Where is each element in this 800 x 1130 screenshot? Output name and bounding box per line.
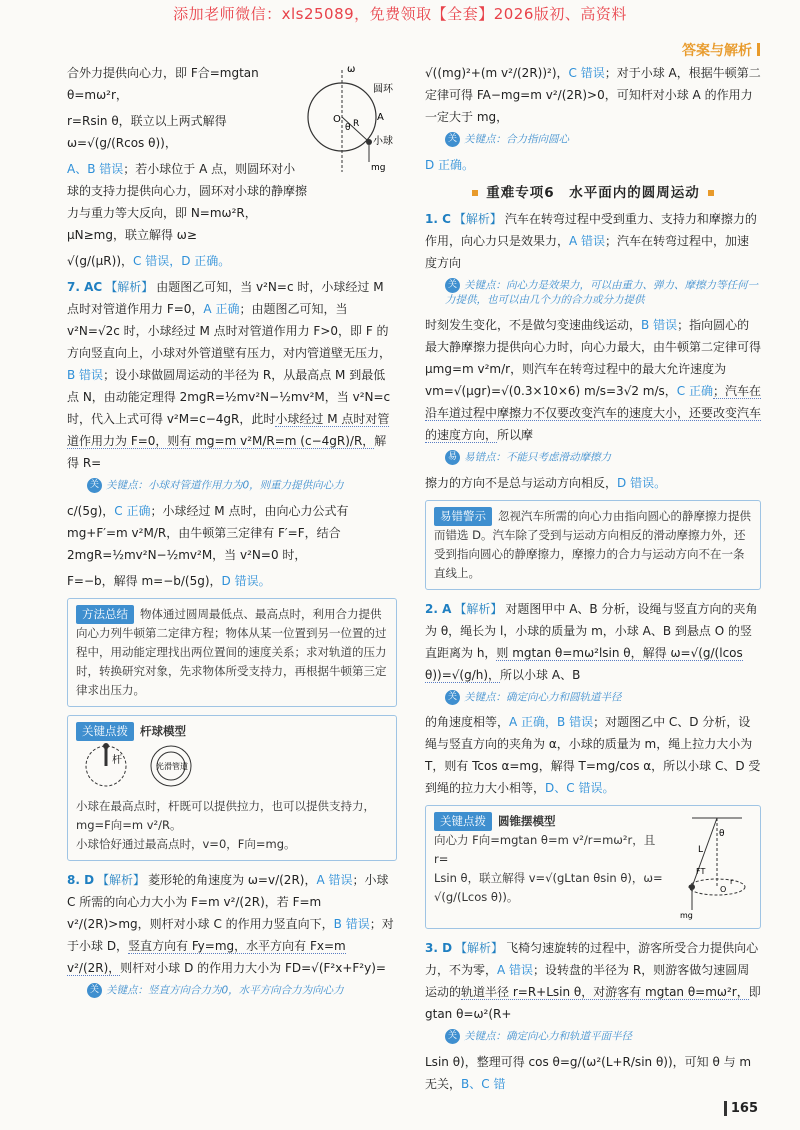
header-bar bbox=[757, 43, 760, 56]
key-tip-title: 关键点拨 bbox=[76, 722, 134, 741]
pipe-label: 光滑管道 bbox=[156, 761, 188, 771]
key-tip-text3: 小球恰好通过最高点时，v=0，F向=mg。 bbox=[76, 836, 296, 851]
q1-p3: 擦力的方向不是总与运动方向相反，D 错误。 bbox=[425, 475, 667, 490]
q6-tail bbox=[67, 62, 397, 250]
q2-answer: 2. A 【解析】 对题图甲中 A、B 分析，设绳与竖直方向的夹角为 θ，绳长为 l，小球的质量为 m，小球 A、B 到悬点 O 的竖直距离为 h，则 mgtan θ=mω²lsin θ，解得 ω=√(g/(lcos θ))=√(g/h)，所以小球 A、B bbox=[425, 601, 758, 682]
rod-label: 杆 bbox=[112, 754, 122, 766]
q8-conclusion: D 正确。 bbox=[425, 157, 475, 172]
ball-label: 小球 bbox=[373, 136, 393, 147]
key-tip-subtitle-2: 圆锥摆模型 bbox=[498, 814, 556, 828]
q8-keypoint: 关 关键点：竖直方向合力为0，水平方向合力为向心力 bbox=[87, 983, 397, 999]
mg2-label: mg bbox=[680, 911, 693, 920]
key-tip-box-2 bbox=[425, 805, 761, 929]
q1-keypoint: 关 关键点：向心力是效果力，可以由重力、弹力、摩擦力等任何一力提供，也可以由几个力的合力或分力提供 bbox=[445, 279, 758, 306]
q2-p3: 的角速度相等，A 正确，B 错误；对题图乙中 C、D 分析，设绳与竖直方向的夹角为 α，小球的质量为 m，绳上拉力大小为 T，则有 Tcos α=mg，解得 T=mg/cos α，所以小球 C、D 受到绳的拉力大小相等，D、C 错误。 bbox=[425, 715, 761, 795]
q7-answer: 7. AC 【解析】 由题图乙可知，当 v²N=c 时，小球经过 M 点时对管道作用力 F=0，A 正确；由题图乙可知，当 v²N=√2c 时，小球经过 M 点时对管道作用力 F>0，即 F 的方向竖直向上，小球对外管道壁有压力，对内管道壁无压力，B 错误；设小球做圆周运动的半径为 R，从最高点 M 到最低点 N，由动能定理得 2mgR=½mv²N−½mv²M，当 v²N=c 时，代入上式可得 v²M=c−4gR，此时小球经过 M 点时对管道作用力为 F=0，则有 mg=m v²M/R=m (c−4gR)/R，解得 R= bbox=[67, 280, 392, 470]
q1-p2: 时刻发生变化，不是做匀变速曲线运动，B 错误；指向圆心的最大静摩擦力提供向心力时，向心力最大，由牛顿第二定律可得 μmg=m v²m/r，则汽车在转弯过程中的最大允许速度为 vm=√(μgr)=√(0.3×10×6) m/s=3√2 m/s，C 正确；汽车在沿车道过程中摩擦力不仅要改变汽车的速度大小，还要改变汽车的速度方向，所以摩 bbox=[425, 318, 762, 442]
ft-label: FT bbox=[696, 867, 706, 876]
theta2-label: θ bbox=[719, 829, 725, 839]
warning-box bbox=[425, 500, 761, 590]
header-title: 答案与解析 bbox=[682, 40, 760, 60]
key-tip2-text3: √(g/(Lcos θ))。 bbox=[434, 890, 519, 904]
q7-keypoint: 关 关键点：小球对管道作用力为0，则重力提供向心力 bbox=[87, 478, 397, 494]
q6-p3: A、B 错误；若小球位于 A 点，则圆环对小球的支持力提供向心力，圆环对小球的静摩擦力与重力等大反向，即 N=mω²R，μN≥mg，联立解得 ω≥ bbox=[67, 162, 308, 242]
left-column bbox=[67, 62, 397, 1004]
ring-figure bbox=[307, 62, 397, 182]
key-tip2-text1: 向心力 F向=mgtan θ=m v²/r=mω²r，且 r= bbox=[434, 833, 656, 866]
method-summary-text: 物体通过圆周最低点、最高点时，利用合力提供向心力列牛顿第二定律方程；物体从某一位置到另一位置的过程中，用动能定理找出两位置间的速度关系；求对轨道的压力时，转换研究对象，先求物体所受支持力，再根据牛顿第三定律求出压力。 bbox=[76, 606, 387, 697]
theta-label: θ bbox=[345, 123, 351, 133]
key-tip-title-2: 关键点拨 bbox=[434, 812, 492, 831]
q7-p2: c/(5g)，C 正确；小球经过 M 点时，由向心力公式有 mg+F′=m v²M/R，由牛顿第三定律有 F′=F，结合 2mgR=½mv²N−½mv²M，当 v²N=0 时， bbox=[67, 503, 349, 562]
key-tip-box bbox=[67, 715, 397, 861]
q3-keypoint: 关 关键点：确定向心力和轨道平面半径 bbox=[445, 1029, 761, 1045]
q8-answer: 8. D 【解析】 菱形轮的角速度为 ω=v/(2R)，A 错误；小球 C 所需的向心力大小为 F=m v²/(2R)，若 F=m v²/(2R)>mg，则杆对小球 C 的作用力竖直向下，B 错误；对于小球 D，竖直方向有 Fy=mg，水平方向有 Fx=m v²/(2R)，则杆对小球 D 的作用力大小为 FD=√(F²x+F²y)= bbox=[67, 872, 394, 975]
conical-pendulum-figure bbox=[672, 812, 752, 922]
key-tip-text1: 小球在最高点时，杆既可以提供拉力，也可以提供支持力， bbox=[76, 798, 375, 813]
q7-p3: F=−b，解得 m=−b/(5g)，D 错误。 bbox=[67, 573, 271, 588]
q8-keypoint-2: 关 关键点：合力指向圆心 bbox=[445, 132, 761, 148]
q6-p4: √(g/(μR))，C 错误，D 正确。 bbox=[67, 254, 231, 268]
top-banner: 添加老师微信：xls25089，免费领取【全套】2026版初、高资料 bbox=[173, 5, 627, 23]
q3-p2: Lsin θ)，整理可得 cos θ=g/(ω²(L+R/sin θ))，可知 θ 与 m 无关，B、C 错 bbox=[425, 1054, 752, 1091]
omega-label: ω bbox=[347, 64, 356, 75]
q2-keypoint: 关 关键点：确定向心力和圆轨道半径 bbox=[445, 690, 761, 706]
page-number: 165 bbox=[724, 1101, 758, 1116]
warning-title: 易错警示 bbox=[434, 507, 492, 526]
mg-label: mg bbox=[371, 163, 386, 173]
q1-answer: 1. C 【解析】 汽车在转弯过程中受到重力、支持力和摩擦力的作用，向心力只是效果力，A 错误；汽车在转弯过程中，加速度方向 bbox=[425, 211, 757, 270]
r-label: R bbox=[353, 119, 360, 129]
r2-label: r bbox=[730, 877, 734, 886]
q6-p2: r=Rsin θ，联立以上两式解得 ω=√(g/(Rcos θ))， bbox=[67, 114, 227, 150]
q6-p1: 合外力提供向心力，即 F合=mgtan θ=mω²r， bbox=[67, 66, 259, 102]
method-summary-title: 方法总结 bbox=[76, 605, 134, 624]
o-label: O bbox=[333, 114, 341, 125]
q8-continued: √((mg)²+(m v²/(2R))²)，C 错误；对于小球 A，根据牛顿第二定律可得 FA−mg=m v²/(2R)>0，可知杆对小球 A 的作用力一定大于 mg， bbox=[425, 66, 761, 124]
key-tip-subtitle: 杆球模型 bbox=[140, 723, 186, 738]
method-summary-box bbox=[67, 598, 397, 707]
section-title: 重难专项6 水平面内的圆周运动 bbox=[425, 182, 761, 204]
a-label: A bbox=[377, 112, 384, 123]
o2-label: O bbox=[720, 885, 727, 894]
ring-label: 圆环 bbox=[373, 84, 393, 95]
rod-model-figure bbox=[76, 741, 226, 791]
key-tip-text2: mg=F向=m v²/R。 bbox=[76, 817, 182, 832]
key-tip2-text2: Lsin θ，联立解得 v=√(gLtan θsin θ)，ω= bbox=[434, 871, 663, 885]
warning-text: 忽视汽车所需的向心力由指向圆心的静摩擦力提供而错选 D。汽车除了受到与运动方向相反的滑动摩擦力外，还受到指向圆心的静摩擦力，摩擦力的合力与运动方向不在一条直线上。 bbox=[434, 508, 751, 580]
q3-answer: 3. D 【解析】 飞椅匀速旋转的过程中，游客所受合力提供向心力，不为零，A 错误；设转盘的半径为 R，则游客做匀速圆周运动的轨道半径 r=R+Lsin θ，对游客有 mgtan θ=mω²r，即 gtan θ=ω²(R+ bbox=[425, 941, 761, 1021]
right-column bbox=[425, 62, 761, 1099]
l-label: L bbox=[698, 845, 704, 855]
q1-keypoint-2: 易 易错点：不能只考虑滑动摩擦力 bbox=[445, 450, 761, 466]
